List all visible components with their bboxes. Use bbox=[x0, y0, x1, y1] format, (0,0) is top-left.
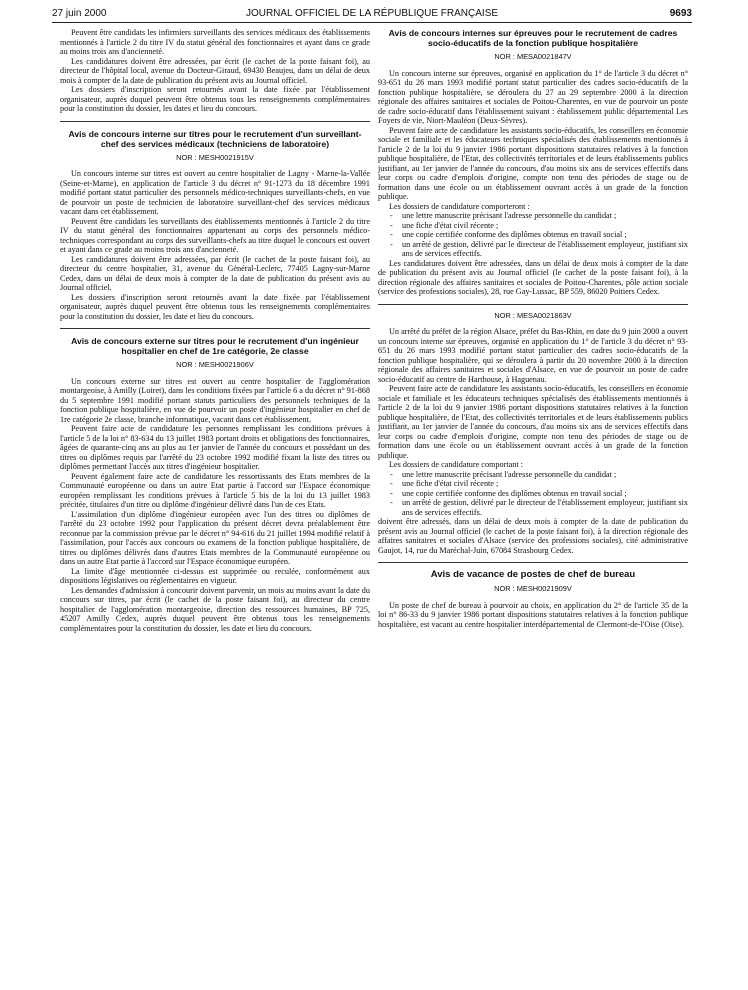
notice-title: Avis de concours interne sur titres pour le recrutement d'un surveillant-chef des services médicaux (techniciens de laboratoire) bbox=[68, 128, 362, 149]
list-item: - un arrêté de gestion, délivré par le directeur de l'établissement employeur, justifiant six ans de services effectifs. bbox=[402, 498, 688, 517]
section-divider bbox=[60, 328, 370, 329]
section-divider bbox=[60, 121, 370, 122]
header-page-number: 9693 bbox=[669, 8, 692, 19]
nor-reference: NOR : MESA0021847V bbox=[494, 52, 572, 61]
nor-reference: NOR : MESH0021909V bbox=[494, 584, 572, 593]
paragraph: Un concours interne sur épreuves, organisé en application du 1° de l'article 3 du décret n° 93-651 du 26 mars 1993 modifié portant statut particulier des cadres socio-éducatifs de la fonction publique hospitalière, se déroulera du 27 au 29 septembre 2000 à la direction régionale des affaires sanitaires et sociales de Poitou-Charentes, en vue de pourvoir un poste de cadre socio-éducatif dans l'établissement suivant : établissement public départemental Les Foyers de vie, Niort-Mauléon (Deux-Sèvres). bbox=[378, 68, 688, 125]
paragraph: Les dossiers de candidature comporteront : bbox=[389, 201, 530, 211]
paragraph: Les dossiers d'inscription seront retournés avant la date fixée par l'établissement organisateur, auprès duquel peuvent être obtenus tous les renseignements complémentaires pour la constitution du dossier, les date et lieu du concours. bbox=[60, 292, 370, 321]
list-item: - une fiche d'état civil récente ; bbox=[402, 221, 688, 231]
paragraph: doivent être adressés, dans un délai de deux mois à compter de la date de publication du présent avis au Journal officiel (le cachet de la poste faisant foi), à la direction régionale des affaires sanitaires et sociales d'Alsace (service des professions sociales), cité administrative Gaujot, 14, rue du Maréchal-Juin, 67084 Strasbourg Cedex. bbox=[378, 517, 688, 555]
notice-title: Avis de vacance de postes de chef de bureau bbox=[430, 569, 636, 580]
paragraph: Peuvent faire acte de candidature les assistants socio-éducatifs, les conseillers en économie sociale et familiale et les éducateurs techniques spécialisés des établissements mentionnés à l'article 2 de la loi du 9 janvier 1986 portant dispositions statutaires relatives à la fonction publique hospitalière, de l'Etat, des collectivités territoriales et de leurs établissements publics justifiant, au 1er janvier de l'année du concours, d'au moins six ans de services effectifs dans leur corps ou cadre d'emplois d'origine, compte non tenu des périodes de stage ou de formation dans une école ou un établissement ouvrant accès à un grade de la fonction publique. bbox=[378, 125, 688, 201]
paragraph: Un concours interne sur titres est ouvert au centre hospitalier de Lagny - Marne-la-Vallée (Seine-et-Marne), en application de l'article 3 du décret n° 91-1273 du 18 décembre 1991 modifié portant statut particulier des personnels médico-techniques surveillants-chefs, en vue de pourvoir un poste de technicien de laboratoire surveillant-chef des services médicaux vacant dans cet établissement. bbox=[60, 169, 370, 216]
notice-title: Avis de concours externe sur titres pour le recrutement d'un ingénieur hospitalier en chef de 1re catégorie, 2e classe bbox=[71, 336, 359, 356]
list-item: - une lettre manuscrite précisant l'adresse personnelle du candidat ; bbox=[402, 470, 688, 480]
paragraph: Les dossiers de candidature comportant : bbox=[389, 460, 523, 469]
paragraph: L'assimilation d'un diplôme d'ingénieur européen avec l'un des titres ou diplômes de l'arrêté du 23 octobre 1992 pour l'application du présent décret devra préalablement être reconnue par la commission prévue par le décret n° 94-616 du 21 juillet 1994 modifié relatif à l'assimilation, pour l'accès aux concours ou examens de la fonction publique hospitalière, de titres ou diplômes délivrés dans d'autres Etats membres de la Communauté européenne ou dans un autre Etat partie à l'accord sur l'Espace économique européen. bbox=[60, 509, 370, 566]
paragraph: Les candidatures doivent être adressées, dans un délai de deux mois à compter de la date de publication du présent avis au Journal officiel (le cachet de la poste faisant foi), à la direction régionale des affaires sanitaires et sociales de Poitou-Charentes, pôle action sociale (service des professions sociales), 28, rue Gay-Lussac, BP 559, 86020 Poitiers Cedex. bbox=[378, 258, 688, 296]
page-header bbox=[52, 8, 692, 22]
header-rule bbox=[52, 22, 692, 23]
nor-reference: NOR : MESA0021863V bbox=[494, 310, 572, 320]
document-list bbox=[378, 211, 688, 259]
document-list bbox=[378, 470, 688, 518]
paragraph: Les dossiers d'inscription seront retournés avant la date fixée par l'établissement organisateur, auprès duquel peuvent être obtenus tous les renseignements complémentaires pour la constitution du dossier, les dates et lieu du concours. bbox=[60, 85, 370, 113]
header-date: 27 juin 2000 bbox=[52, 8, 107, 19]
paragraph: Un poste de chef de bureau à pourvoir au choix, en application du 2° de l'article 35 de la loi n° 86-33 du 9 janvier 1986 portant dispositions statutaires relatives à la fonction publique hospitalière, est vacant au centre hospitalier interdépartemental de Clermont-de-l'Oise (Oise). bbox=[378, 600, 688, 629]
list-item: - une copie certifiée conforme des diplômes obtenus en travail social ; bbox=[402, 230, 688, 240]
list-item: - une copie certifiée conforme des diplômes obtenus en travail social ; bbox=[402, 489, 688, 499]
paragraph: Peuvent également faire acte de candidature les ressortissants des Etats membres de la Communauté européenne ou dans un autre Etat partie à l'accord sur l'Espace économique européen remplissant les conditions prévues à l'article 5 bis de la loi du 13 juillet 1983 précitée, titulaires d'un titre ou diplôme d'ingénieur délivré dans l'un de ces Etats. bbox=[60, 471, 370, 509]
paragraph: Les demandes d'admission à concourir doivent parvenir, un mois au moins avant la date du concours sur titres, par écrit (le cachet de la poste faisant foi), au directeur du centre hospitalier de l'agglomération montargeoise, direction des ressources humaines, BP 725, 45207 Amilly Cedex, auprès duquel peuvent être obtenus tous les renseignements complémentaires pour la constitution du dossier, les date et lieu du concours. bbox=[60, 585, 370, 633]
paragraph: Un arrêté du préfet de la région Alsace, préfet du Bas-Rhin, en date du 9 juin 2000 a ouvert un concours interne sur épreuves, organisé en application du 1° de l'article 3 du décret n° 93-651 du 26 mars 1993 modifié portant statut particulier des cadres socio-éducatifs de la fonction publique hospitalière, qui se déroulera à partir du 20 novembre 2000 à la direction régionale des affaires sanitaires et sociales d'Alsace, en vue de pourvoir un poste de cadre socio-éducatif au centre de Harthouse, à Haguenau. bbox=[378, 327, 688, 384]
header-title: JOURNAL OFFICIEL DE LA RÉPUBLIQUE FRANÇAISE bbox=[245, 8, 499, 19]
paragraph: Peuvent être candidats les surveillants des établissements mentionnés à l'article 2 du titre IV du statut général des fonctionnaires appartenant au corps des personnels médico-techniques correspondant au corps des surveillants-chefs au titre duquel le concours est ouvert et ayant dans ce grade au moins trois ans d'ancienneté. bbox=[60, 216, 370, 254]
paragraph: Un concours externe sur titres est ouvert au centre hospitalier de l'agglomération montargeoise, à Amilly (Loiret), dans les conditions fixées par l'article 6 a du décret n° 91-868 du 5 septembre 1991 modifié portant statuts particuliers des personnels techniques de la fonction publique hospitalière, en vue de pourvoir un poste d'ingénieur hospitalier en chef de 1re catégorie 2e classe, branche informatique, vacant dans cet établissement. bbox=[60, 376, 370, 424]
paragraph: Peuvent faire acte de candidature les assistants socio-éducatifs, les conseillers en économie sociale et familiale et les éducateurs techniques spécialisés des établissements mentionnés à l'article 2 de la loi du 9 janvier 1986 portant dispositions statutaires relatives à la fonction publique hospitalière, de l'Etat, des collectivités territoriales et de leurs établissements publics justifiant, au 1er janvier de l'année du concours, d'au moins six ans de services effectifs dans leur corps ou cadre d'emplois d'origine, compte non tenu des périodes de stage ou de formation dans une école ou un établissement ouvrant accès à un grade de la fonction publique. bbox=[378, 384, 688, 460]
paragraph: Peuvent être candidats les infirmiers surveillants des services médicaux des établissements mentionnés à l'article 2 du titre IV du statut général des fonctionnaires et ayant dans ce grade au moins trois ans d'ancienneté. bbox=[60, 28, 370, 56]
section-divider bbox=[378, 562, 688, 563]
left-column bbox=[60, 28, 370, 633]
section-divider bbox=[378, 304, 688, 305]
paragraph: Les candidatures doivent être adressées, par écrit (le cachet de la poste faisant foi), au directeur de l'hôpital local, avenue du Docteur-Giraud, 69430 Beaujeu, dans un délai de deux mois à compter de la date de publication du présent avis au Journal officiel. bbox=[60, 56, 370, 85]
list-item: - une lettre manuscrite précisant l'adresse personnelle du candidat ; bbox=[402, 211, 688, 221]
notice-title: Avis de concours internes sur épreuves pour le recrutement de cadres socio-éducatifs de la fonction publique hospitalière bbox=[388, 28, 678, 48]
list-item: - un arrêté de gestion, délivré par le directeur de l'établissement employeur, justifiant six ans de services effectifs. bbox=[402, 240, 688, 259]
paragraph: La limite d'âge mentionnée ci-dessus est supprimée ou reculée, conformément aux dispositions législatives ou réglementaires en vigueur. bbox=[60, 566, 370, 585]
nor-reference: NOR : MESH0021906V bbox=[176, 360, 254, 369]
right-column bbox=[378, 28, 688, 629]
paragraph: Les candidatures doivent être adressées, par écrit (le cachet de la poste faisant foi), au directeur du centre hospitalier, 31, avenue du Général-Leclerc, 77405 Lagny-sur-Marne Cedex, dans un délai de deux mois à compter de la date de publication du présent avis au Journal officiel. bbox=[60, 254, 370, 292]
nor-reference: NOR : MESH0021915V bbox=[176, 152, 254, 162]
paragraph: Peuvent faire acte de candidature les personnes remplissant les conditions prévues à l'article 5 de la loi n° 83-634 du 13 juillet 1983 portant droits et obligations des fonctionnaires, âgées de quarante-cinq ans au plus au 1er janvier de l'année du concours et possédant un des titres ou diplômes requis par l'arrêté du 23 octobre 1992 modifié fixant la liste des titres ou diplômes permettant l'accès aux titres d'ingénieur hospitalier. bbox=[60, 424, 370, 471]
list-item: - une fiche d'état civil récente ; bbox=[402, 479, 688, 489]
